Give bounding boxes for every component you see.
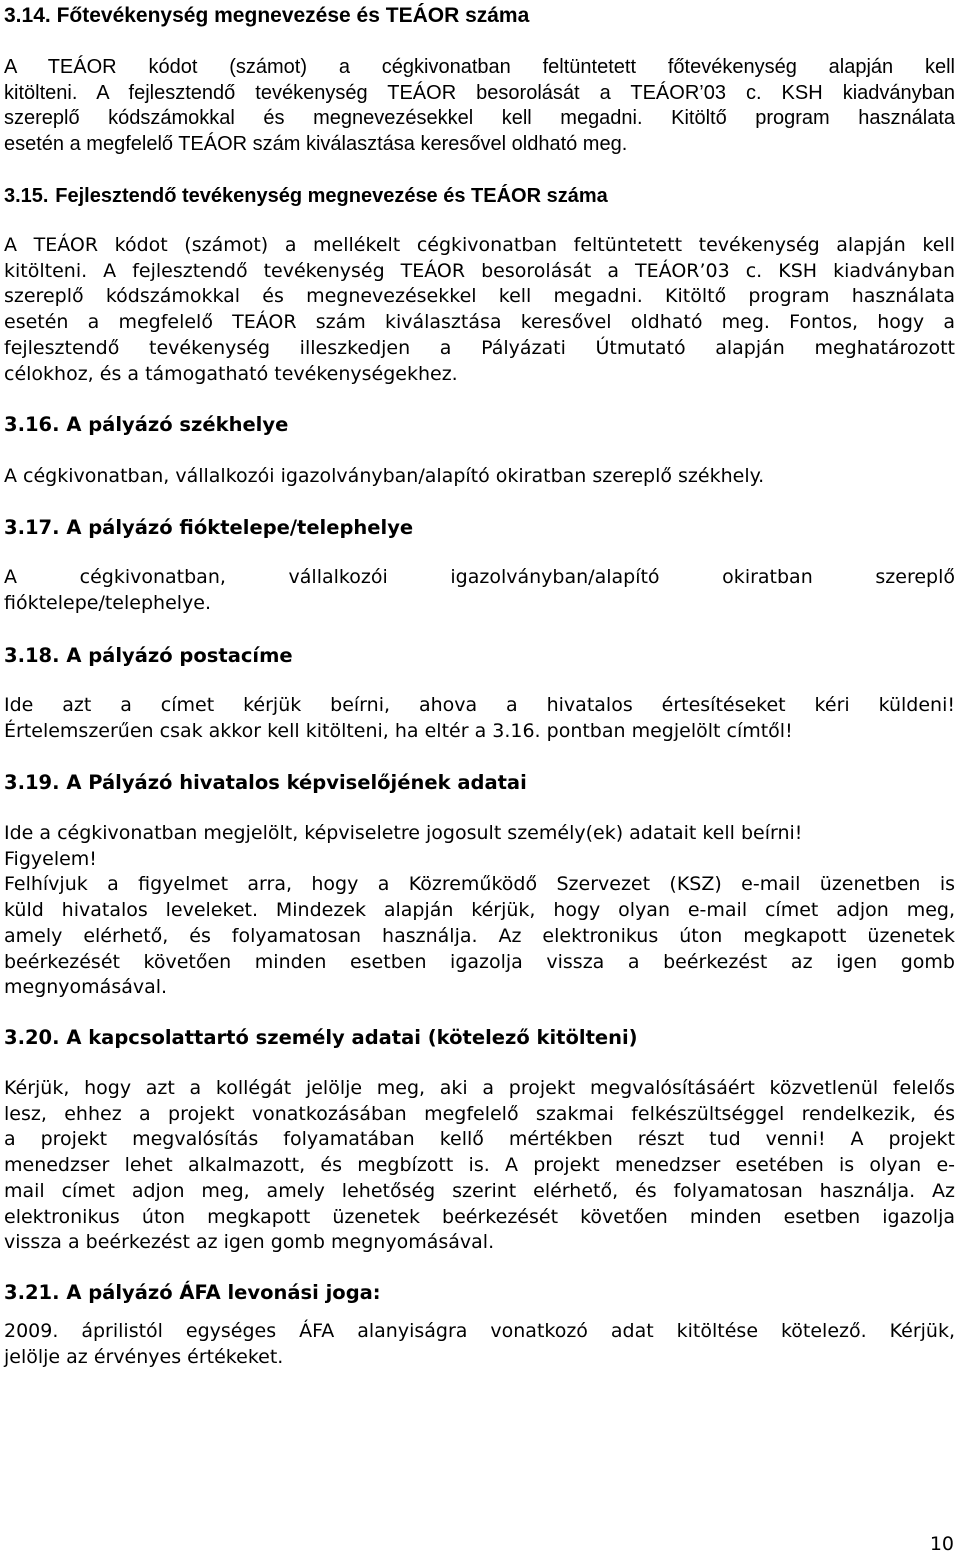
section-body xyxy=(4,565,955,616)
section-number: 3.20. xyxy=(4,1026,60,1049)
body-line: lesz, ehhez a projekt vonatkozásában megfelelő szakmai felkészültséggel rendelkezik, és xyxy=(4,1102,955,1125)
section-title: A pályázó ÁFA levonási joga: xyxy=(66,1281,381,1304)
body-line: megnyomásával. xyxy=(4,976,168,999)
section-heading xyxy=(4,1280,955,1306)
section-3-19 xyxy=(4,770,955,999)
body-line: célokhoz, és a támogatható tevékenységekhez. xyxy=(4,362,458,385)
section-3-18 xyxy=(4,643,955,742)
body-line: A TEÁOR kódot (számot) a cégkivonatban feltüntetett főtevékenység alapján kell xyxy=(4,56,955,78)
section-title: Főtevékenység megnevezése és TEÁOR száma xyxy=(56,4,530,27)
section-number: 3.19. xyxy=(4,771,60,794)
body-line: amely elérhető, és folyamatosan használja. Az elektronikus úton megkapott üzenetek xyxy=(4,924,955,947)
section-title: A pályázó postacíme xyxy=(66,644,293,667)
section-body xyxy=(4,233,955,387)
section-title: A Pályázó hivatalos képviselőjének adatai xyxy=(66,771,527,794)
section-3-21 xyxy=(4,1280,955,1368)
body-line: fejlesztendő tevékenység illeszkedjen a Pályázati Útmutató alapján meghatározott xyxy=(4,336,955,359)
page-number: 10 xyxy=(929,1533,954,1555)
section-3-15 xyxy=(4,183,955,385)
section-body xyxy=(4,693,955,744)
section-heading xyxy=(4,770,955,796)
section-3-16 xyxy=(4,412,955,487)
section-body xyxy=(4,464,955,490)
section-number: 3.16. xyxy=(4,413,60,436)
section-body xyxy=(4,1319,955,1370)
section-heading xyxy=(4,412,955,438)
body-line: Figyelem! xyxy=(4,847,97,870)
body-line: Felhívjuk a figyelmet arra, hogy a Közreműködő Szervezet (KSZ) e-mail üzenetben is xyxy=(4,873,955,896)
section-heading xyxy=(4,515,955,541)
section-number: 3.21. xyxy=(4,1281,60,1304)
body-line: szereplő kódszámokkal és megnevezésekkel kell megadni. Kitöltő program használata xyxy=(4,285,955,308)
body-line: 2009. áprilistól egységes ÁFA alanyiságra vonatkozó adat kitöltése kötelező. Kérjük, xyxy=(4,1320,955,1342)
body-line: elektronikus úton megkapott üzenetek beérkezését követően minden esetben igazolja xyxy=(4,1205,955,1228)
body-line: kitölteni. A fejlesztendő tevékenység TEÁOR besorolását a TEÁOR’03 c. KSH kiadványban xyxy=(4,81,955,104)
section-number: 3.14. xyxy=(4,4,51,27)
body-line: Ide a cégkivonatban megjelölt, képviseletre jogosult személy(ek) adatait kell beírni! xyxy=(4,822,803,844)
section-body xyxy=(4,55,955,158)
section-heading xyxy=(4,3,955,29)
section-body xyxy=(4,1076,955,1256)
body-line: jelölje az érvényes értékeket. xyxy=(4,1345,284,1368)
body-line: fióktelepe/telephelye. xyxy=(4,591,212,614)
body-line: mail címet adjon meg, amely lehetőség szerint elérhető, és folyamatosan használja. Az xyxy=(4,1179,955,1202)
body-line: Ide azt a címet kérjük beírni, ahova a hivatalos értesítéseket kéri küldeni! xyxy=(4,694,955,716)
section-3-20 xyxy=(4,1025,955,1254)
section-heading xyxy=(4,643,955,669)
section-number: 3.15. xyxy=(4,185,49,207)
body-line: A cégkivonatban, vállalkozói igazolványban/alapító okiratban szereplő székhely. xyxy=(4,465,765,487)
body-line: esetén a megfelelő TEÁOR szám kiválasztása keresővel oldható meg. xyxy=(4,133,628,156)
body-line: menedzser lehet alkalmazott, és megbízott is. A projekt menedzser esetében is olyan e- xyxy=(4,1154,955,1177)
body-line: A cégkivonatban, vállalkozói igazolványban/alapító okiratban szereplő xyxy=(4,566,955,588)
body-line: a projekt megvalósítás folyamatában kellő mértékben részt tud venni! A projekt xyxy=(4,1128,955,1151)
section-number: 3.17. xyxy=(4,516,60,539)
section-heading xyxy=(4,183,955,209)
section-heading xyxy=(4,1025,955,1051)
body-line: Értelemszerűen csak akkor kell kitölteni, ha eltér a 3.16. pontban megjelölt címtől! xyxy=(4,719,793,742)
body-line: vissza a beérkezést az igen gomb megnyomásával. xyxy=(4,1231,495,1254)
body-line: beérkezését követően minden esetben igazolja vissza a beérkezést az igen gomb xyxy=(4,950,955,973)
body-line: kitölteni. A fejlesztendő tevékenység TEÁOR besorolását a TEÁOR’03 c. KSH kiadványban xyxy=(4,259,955,282)
body-line: szereplő kódszámokkal és megnevezésekkel kell megadni. Kitöltő program használata xyxy=(4,107,955,130)
section-body xyxy=(4,821,955,1001)
section-title: A pályázó fióktelepe/telephelye xyxy=(66,516,414,539)
section-number: 3.18. xyxy=(4,644,60,667)
body-line: esetén a megfelelő TEÁOR szám kiválasztása keresővel oldható meg. Fontos, hogy a xyxy=(4,311,955,334)
section-3-14 xyxy=(4,3,955,156)
body-line: Kérjük, hogy azt a kollégát jelölje meg, aki a projekt megvalósításáért közvetlenül felelős xyxy=(4,1077,955,1099)
section-3-17 xyxy=(4,515,955,614)
body-line: A TEÁOR kódot (számot) a mellékelt cégkivonatban feltüntetett tevékenység alapján kell xyxy=(4,234,955,256)
section-title: A kapcsolattartó személy adatai (kötelező kitölteni) xyxy=(66,1026,638,1049)
body-line: küld hivatalos leveleket. Mindezek alapján kérjük, hogy olyan e-mail címet adjon meg, xyxy=(4,899,955,922)
section-title: Fejlesztendő tevékenység megnevezése és TEÁOR száma xyxy=(55,185,608,207)
section-title: A pályázó székhelye xyxy=(66,413,289,436)
